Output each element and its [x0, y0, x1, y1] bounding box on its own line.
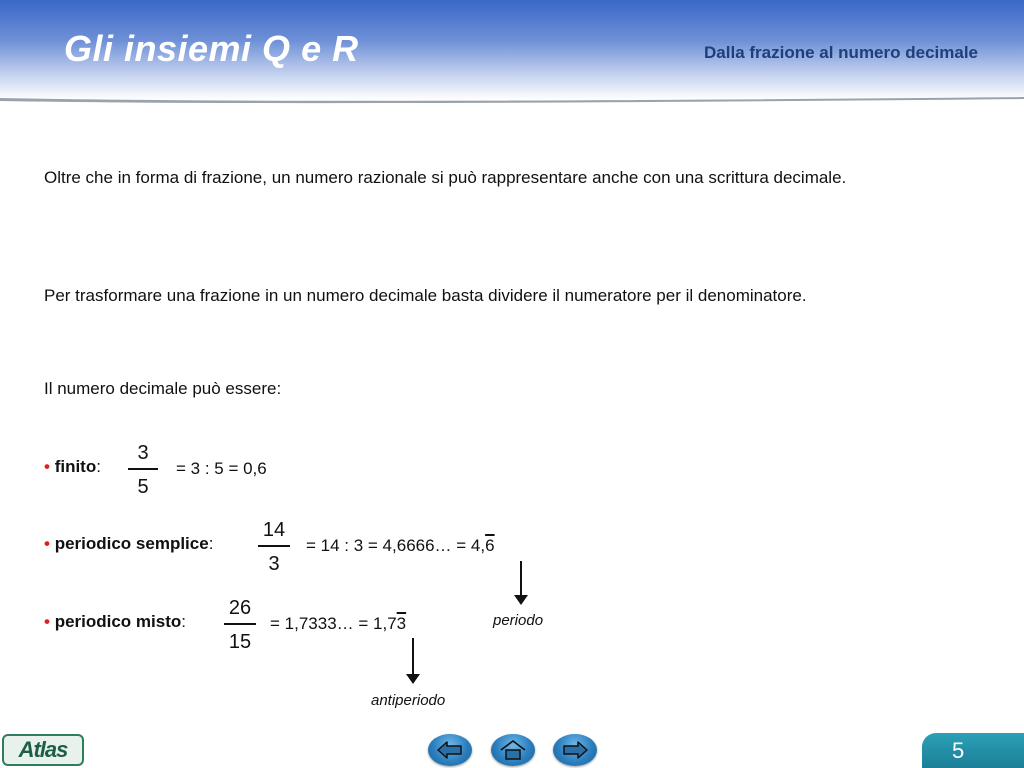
expression-periodico-misto	[270, 614, 406, 634]
expression-finito: = 3 : 5 = 0,6	[176, 459, 267, 478]
intro-paragraph: Oltre che in forma di frazione, un numero razionale si può rappresentare anche con una scrittura decimale.	[44, 168, 847, 187]
page-number-tab	[922, 733, 1024, 768]
section-subtitle: Dalla frazione al numero decimale	[704, 43, 978, 62]
fraction-14-3	[258, 519, 290, 575]
item-colon: :	[181, 612, 186, 631]
repeating-digit: 6	[485, 536, 495, 555]
antiperiodo-note: antiperiodo	[371, 692, 446, 709]
header-divider	[0, 96, 1024, 104]
periodo-arrow	[520, 561, 522, 597]
fraction-bar	[128, 468, 158, 470]
fraction-3-5	[128, 442, 158, 498]
forward-button[interactable]	[553, 734, 597, 766]
list-item-finito	[44, 457, 101, 477]
item-label: finito	[54, 457, 97, 476]
fraction-denominator: 5	[137, 476, 149, 498]
list-item-periodico-misto	[44, 612, 186, 632]
fraction-26-15	[224, 597, 256, 653]
bullet-dot: •	[44, 457, 50, 476]
periodo-note: periodo	[493, 612, 544, 629]
item-label: periodico semplice	[54, 534, 209, 553]
fraction-numerator: 3	[137, 442, 149, 464]
fraction-bar	[224, 623, 256, 625]
list-item-periodico-semplice	[44, 534, 213, 554]
fraction-numerator: 14	[262, 519, 286, 541]
method-paragraph: Per trasformare una frazione in un numero decimale basta dividere il numeratore per il denominatore.	[44, 286, 807, 305]
fraction-denominator: 3	[268, 553, 280, 575]
bullet-dot: •	[44, 534, 50, 553]
page-title: Gli insiemi Q e R	[64, 28, 359, 69]
item-colon: :	[208, 534, 214, 553]
item-label: periodico misto	[54, 612, 182, 631]
fraction-denominator: 15	[228, 631, 252, 653]
bullet-dot: •	[44, 612, 50, 631]
expression-text: = 1,7333… = 1,7	[270, 614, 397, 633]
home-icon	[499, 739, 527, 761]
logo-text: Atlas	[18, 737, 68, 762]
atlas-logo	[2, 734, 84, 766]
back-button[interactable]	[428, 734, 472, 766]
antiperiodo-arrow	[412, 638, 414, 676]
expression-periodico-semplice	[306, 536, 495, 556]
types-paragraph: Il numero decimale può essere:	[44, 379, 282, 398]
expression-text: = 14 : 3 = 4,6666… = 4,	[306, 536, 486, 555]
home-button[interactable]	[491, 734, 535, 766]
back-arrow-icon	[437, 741, 463, 759]
forward-arrow-icon	[562, 741, 588, 759]
repeating-digit: 3	[396, 614, 407, 633]
fraction-bar	[258, 545, 290, 547]
fraction-numerator: 26	[228, 597, 252, 619]
item-colon: :	[96, 457, 101, 476]
page-number: 5	[952, 737, 965, 763]
